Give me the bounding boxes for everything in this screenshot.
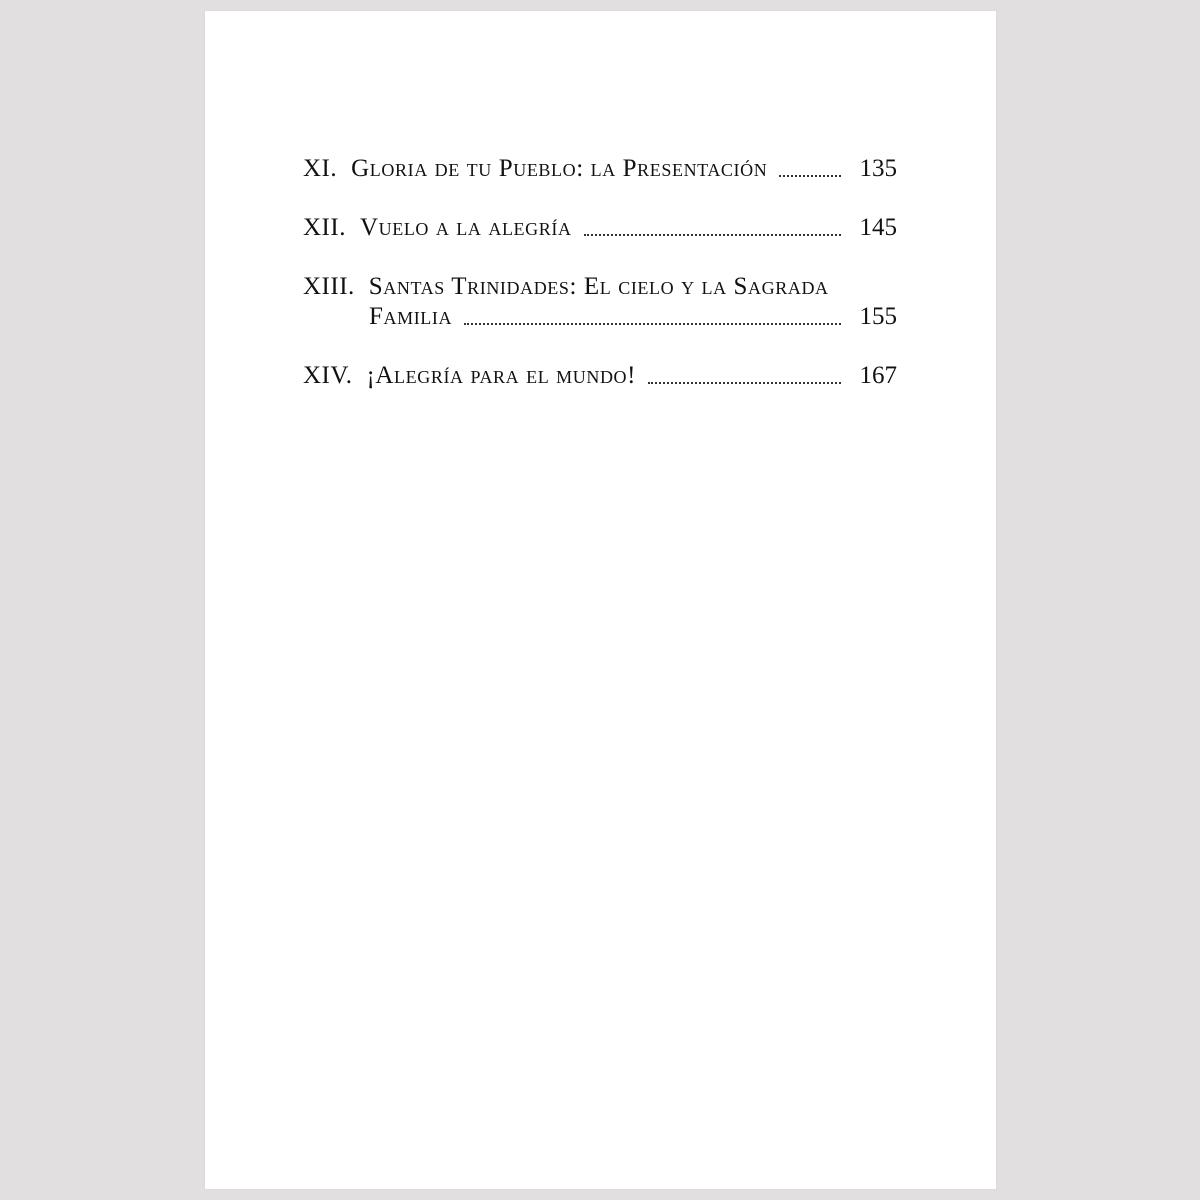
page-number: 145 (859, 214, 897, 241)
chapter-numeral: XII. (303, 214, 346, 241)
dot-leader (779, 175, 841, 177)
dot-leader (648, 382, 841, 384)
page-number: 135 (859, 155, 897, 182)
toc-entry-xii (303, 213, 897, 243)
book-page (205, 11, 996, 1189)
dot-leader (584, 234, 841, 236)
page-number: 155 (859, 303, 897, 330)
toc-entry-xiv (303, 361, 897, 391)
chapter-title: Vuelo a la alegría (359, 214, 572, 241)
dot-leader (464, 323, 841, 325)
chapter-title-line-2: Familia (369, 303, 453, 330)
toc-entry-xiii (303, 272, 897, 332)
page-number: 167 (859, 362, 897, 389)
chapter-numeral: XIV. (303, 362, 353, 389)
chapter-title: Gloria de tu Pueblo: la Presentación (351, 155, 768, 182)
toc-entry-xi (303, 154, 897, 184)
chapter-numeral: XIII. (303, 273, 355, 300)
chapter-numeral: XI. (303, 155, 338, 182)
table-of-contents (303, 154, 897, 391)
chapter-title: ¡Alegría para el mundo! (366, 362, 637, 389)
chapter-title-line-1: Santas Trinidades: El cielo y la Sagrada (368, 273, 829, 300)
